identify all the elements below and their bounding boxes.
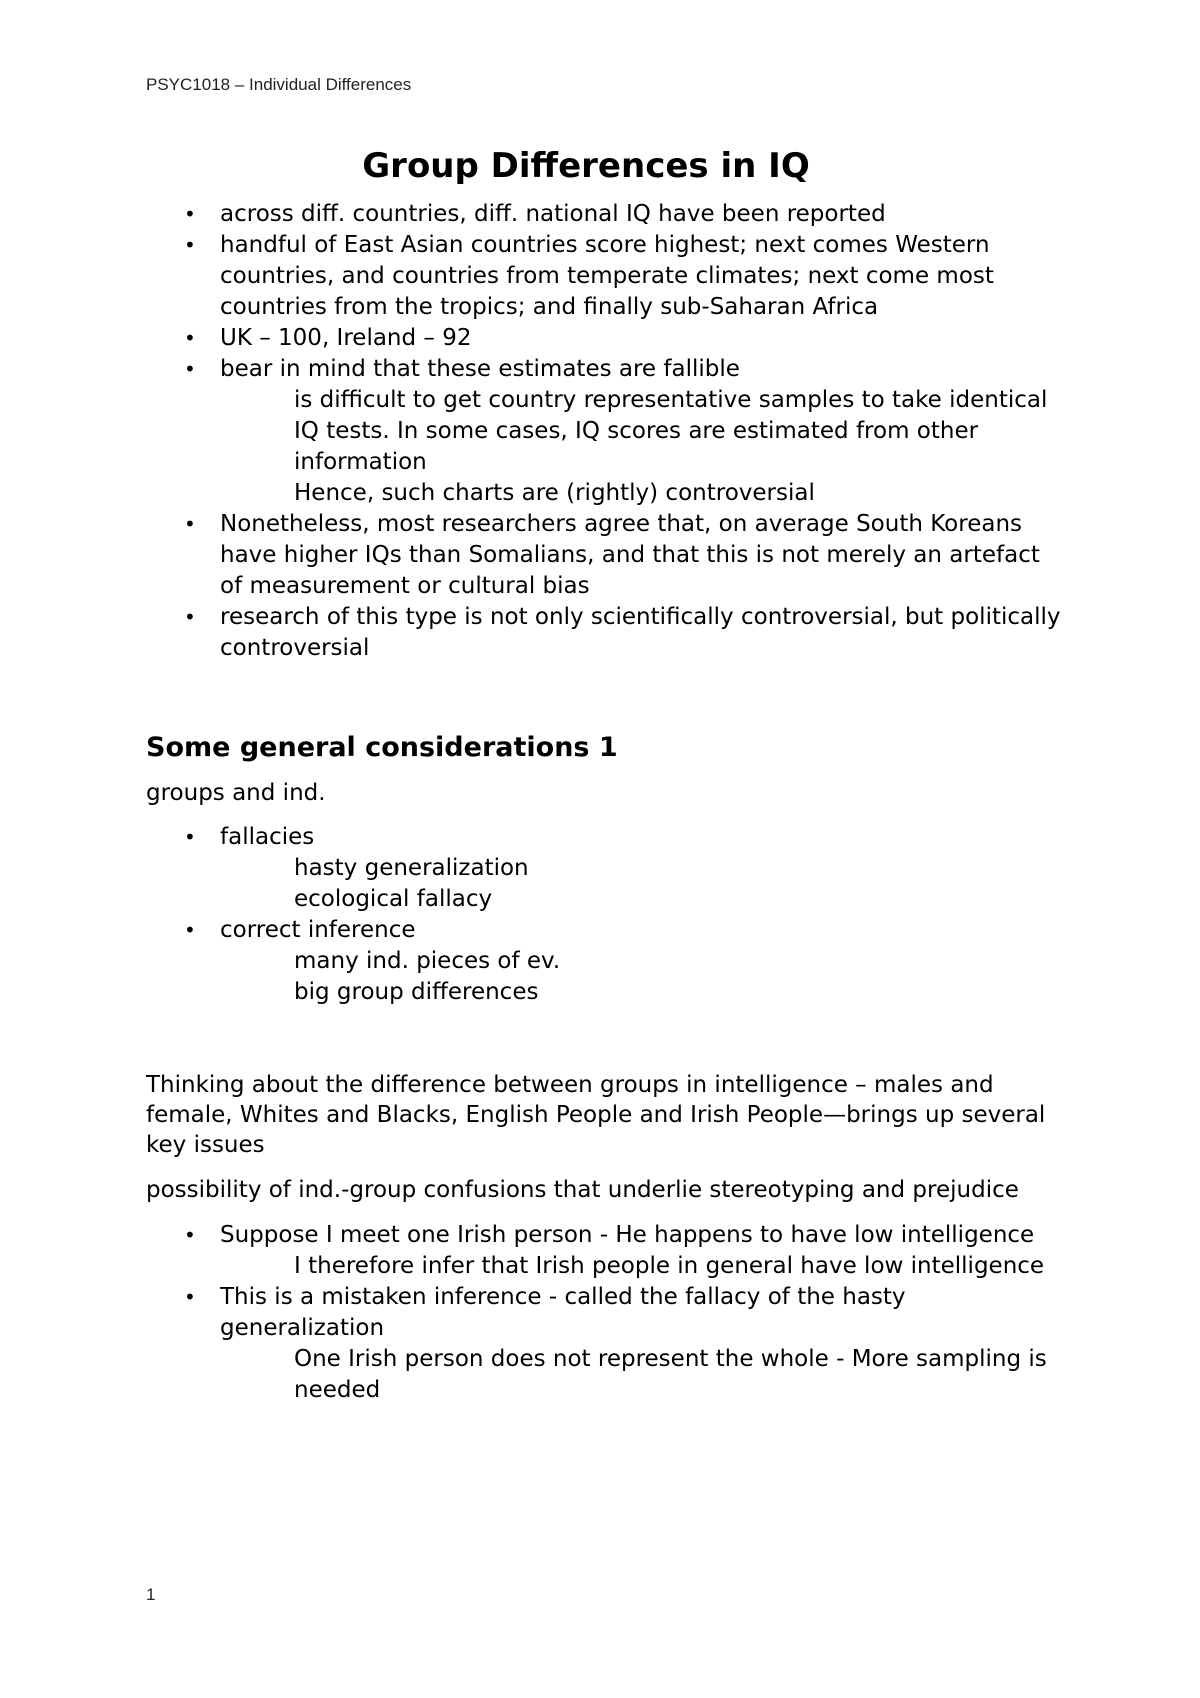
spacer: [146, 1008, 1066, 1070]
sub-item-text: One Irish person does not represent the whole - More sampling is needed: [294, 1346, 1047, 1403]
bullet-icon: •: [184, 605, 196, 629]
list-item: [146, 323, 1066, 354]
list-item-text: This is a mistaken inference - called the fallacy of the hasty generalization: [220, 1284, 906, 1341]
sub-item-text: hasty generalization: [294, 855, 529, 881]
page-number: 1: [146, 1585, 156, 1604]
list-item: [146, 1220, 1066, 1282]
bullet-icon: •: [184, 357, 196, 381]
spacer: [146, 664, 1066, 730]
list-item-text: Suppose I meet one Irish person - He happens to have low intelligence: [220, 1222, 1035, 1248]
list-item-text: fallacies: [220, 824, 315, 850]
list-item-text: bear in mind that these estimates are fallible: [220, 356, 740, 382]
list-item-text: correct inference: [220, 917, 416, 943]
list-item-text: research of this type is not only scientifically controversial, but politically controversial: [220, 604, 1061, 661]
sub-item-text: is difficult to get country representative samples to take identical IQ tests. In some cases, IQ scores are estimated from other information: [294, 387, 1048, 475]
bullet-icon: •: [184, 326, 196, 350]
spacer: [146, 766, 1066, 778]
list-item: [146, 915, 1066, 1008]
list-item-text: Nonetheless, most researchers agree that, on average South Koreans have higher IQs than Somalians, and that this is not merely an artefact of measurement or cultural bias: [220, 511, 1040, 599]
page-title: Group Differences in IQ: [362, 146, 810, 186]
list-item: [146, 354, 1066, 509]
spacer: [146, 1205, 1066, 1220]
bullet-icon: •: [184, 1285, 196, 1309]
page-content: [146, 143, 1066, 1406]
sub-item-text: big group differences: [294, 979, 539, 1005]
bullet-icon: •: [184, 202, 196, 226]
list-item-text: handful of East Asian countries score highest; next comes Western countries, and countries from temperate climates; next come most countries from the tropics; and finally sub-Saharan Africa: [220, 232, 994, 320]
fallacies-list: [146, 822, 1066, 1008]
section-intro: groups and ind.: [146, 780, 326, 806]
list-item: [146, 230, 1066, 323]
list-item: [146, 509, 1066, 602]
list-item: [146, 199, 1066, 230]
section-heading: Some general considerations 1: [146, 732, 618, 763]
spacer: [146, 808, 1066, 822]
spacer: [146, 1160, 1066, 1175]
list-item: [146, 602, 1066, 664]
list-item: [146, 1282, 1066, 1406]
bullet-icon: •: [184, 512, 196, 536]
bullet-icon: •: [184, 825, 196, 849]
running-header: PSYC1018 – Individual Differences: [146, 75, 412, 94]
list-item-text: UK – 100, Ireland – 92: [220, 325, 472, 351]
sub-item-text: many ind. pieces of ev.: [294, 948, 561, 974]
paragraph: possibility of ind.-group confusions that underlie stereotyping and prejudice: [146, 1177, 1019, 1203]
bullet-icon: •: [184, 918, 196, 942]
bullet-icon: •: [184, 1223, 196, 1247]
paragraph: Thinking about the difference between groups in intelligence – males and female, Whites and Blacks, English People and Irish People—brings up several key issues: [146, 1072, 1046, 1158]
list-item-text: across diff. countries, diff. national IQ have been reported: [220, 201, 886, 227]
bullet-icon: •: [184, 233, 196, 257]
sub-item-text: ecological fallacy: [294, 886, 493, 912]
fallacy-example-list: [146, 1220, 1066, 1406]
iq-bullet-list: [146, 199, 1066, 664]
sub-item-text: Hence, such charts are (rightly) controversial: [294, 480, 815, 506]
sub-item-text: I therefore infer that Irish people in general have low intelligence: [294, 1253, 1045, 1279]
list-item: [146, 822, 1066, 915]
